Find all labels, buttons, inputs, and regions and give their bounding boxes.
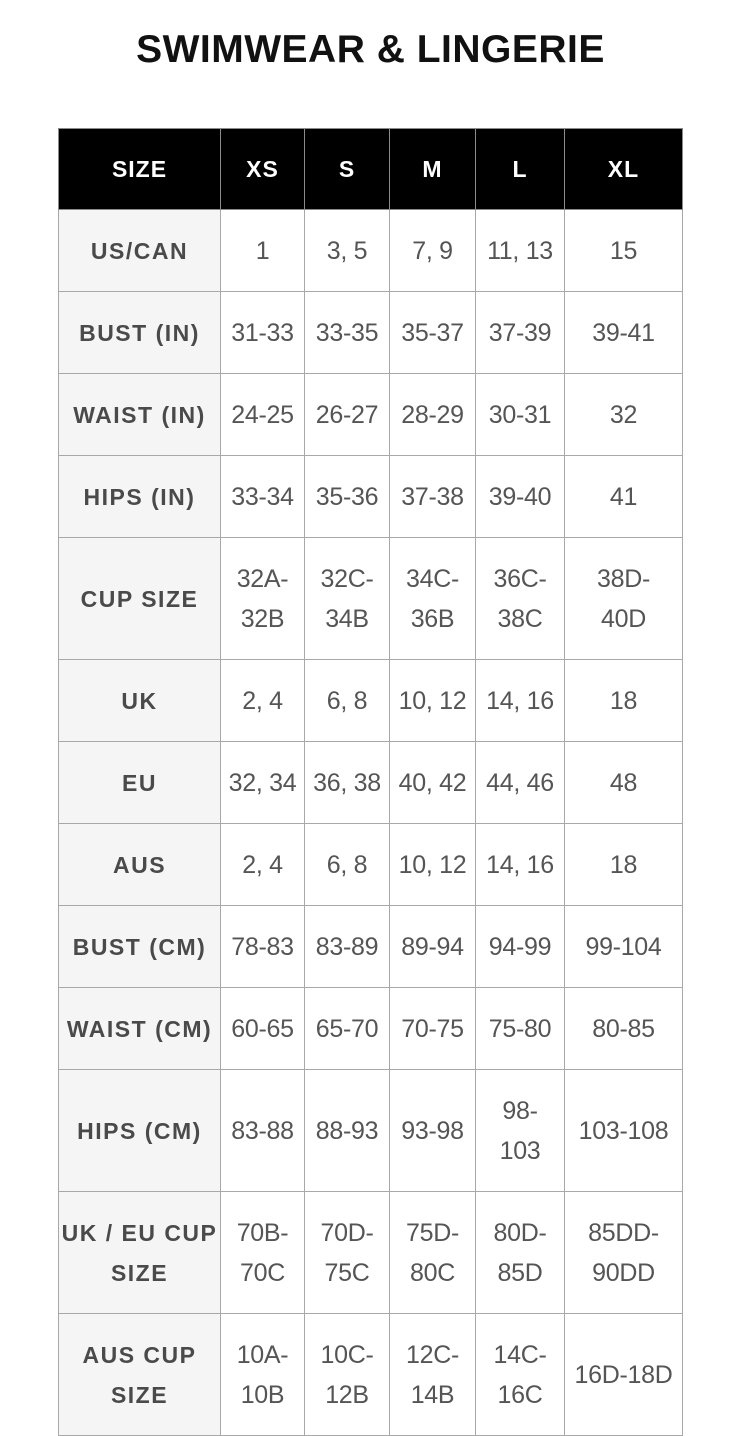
row-label: BUST (IN) (59, 292, 221, 374)
table-cell: 35-36 (305, 456, 390, 538)
table-cell: 18 (565, 660, 683, 742)
row-label: WAIST (CM) (59, 988, 221, 1070)
table-cell: 32A- 32B (221, 538, 305, 660)
table-cell: 88-93 (305, 1070, 390, 1192)
table-cell: 78-83 (221, 906, 305, 988)
table-header-row (59, 129, 683, 210)
table-cell: 93-98 (390, 1070, 476, 1192)
row-label: AUS (59, 824, 221, 906)
table-cell: 6, 8 (305, 824, 390, 906)
table-cell: 99-104 (565, 906, 683, 988)
table-cell: 28-29 (390, 374, 476, 456)
table-cell: 2, 4 (221, 660, 305, 742)
table-cell: 83-89 (305, 906, 390, 988)
table-cell: 12C- 14B (390, 1314, 476, 1436)
table-cell: 18 (565, 824, 683, 906)
table-cell: 98- 103 (476, 1070, 565, 1192)
table-cell: 70-75 (390, 988, 476, 1070)
table-row (59, 210, 683, 292)
size-chart-table (58, 128, 683, 1436)
table-cell: 39-40 (476, 456, 565, 538)
table-cell: 10A- 10B (221, 1314, 305, 1436)
table-cell: 10C- 12B (305, 1314, 390, 1436)
table-cell: 14C- 16C (476, 1314, 565, 1436)
table-cell: 33-35 (305, 292, 390, 374)
header-size-l: L (476, 129, 565, 210)
table-cell: 34C- 36B (390, 538, 476, 660)
row-label: HIPS (IN) (59, 456, 221, 538)
table-cell: 15 (565, 210, 683, 292)
table-cell: 80D- 85D (476, 1192, 565, 1314)
table-cell: 2, 4 (221, 824, 305, 906)
row-label: CUP SIZE (59, 538, 221, 660)
table-cell: 70D- 75C (305, 1192, 390, 1314)
table-cell: 32 (565, 374, 683, 456)
table-row (59, 988, 683, 1070)
table-cell: 3, 5 (305, 210, 390, 292)
table-row (59, 538, 683, 660)
page-title: SWIMWEAR & LINGERIE (136, 28, 605, 71)
table-cell: 103-108 (565, 1070, 683, 1192)
table-row (59, 1314, 683, 1436)
row-label: WAIST (IN) (59, 374, 221, 456)
table-row (59, 824, 683, 906)
header-size-xs: XS (221, 129, 305, 210)
table-cell: 41 (565, 456, 683, 538)
row-label: BUST (CM) (59, 906, 221, 988)
table-cell: 14, 16 (476, 660, 565, 742)
table-cell: 40, 42 (390, 742, 476, 824)
table-row (59, 742, 683, 824)
row-label: EU (59, 742, 221, 824)
table-cell: 26-27 (305, 374, 390, 456)
table-cell: 16D-18D (565, 1314, 683, 1436)
table-cell: 89-94 (390, 906, 476, 988)
row-label: US/CAN (59, 210, 221, 292)
table-cell: 1 (221, 210, 305, 292)
table-cell: 83-88 (221, 1070, 305, 1192)
table-cell: 48 (565, 742, 683, 824)
table-cell: 85DD- 90DD (565, 1192, 683, 1314)
table-cell: 32C- 34B (305, 538, 390, 660)
table-cell: 39-41 (565, 292, 683, 374)
table-cell: 10, 12 (390, 824, 476, 906)
header-size-s: S (305, 129, 390, 210)
table-cell: 80-85 (565, 988, 683, 1070)
row-label: UK (59, 660, 221, 742)
table-cell: 65-70 (305, 988, 390, 1070)
header-size-m: M (390, 129, 476, 210)
header-size-xl: XL (565, 129, 683, 210)
row-label: AUS CUP SIZE (59, 1314, 221, 1436)
table-cell: 36, 38 (305, 742, 390, 824)
table-row (59, 1070, 683, 1192)
table-row (59, 906, 683, 988)
table-cell: 11, 13 (476, 210, 565, 292)
table-cell: 75D- 80C (390, 1192, 476, 1314)
table-cell: 38D- 40D (565, 538, 683, 660)
table-cell: 32, 34 (221, 742, 305, 824)
table-cell: 70B- 70C (221, 1192, 305, 1314)
row-label: UK / EU CUP SIZE (59, 1192, 221, 1314)
table-row (59, 374, 683, 456)
header-size-label: SIZE (59, 129, 221, 210)
table-row (59, 660, 683, 742)
table-cell: 44, 46 (476, 742, 565, 824)
table-cell: 33-34 (221, 456, 305, 538)
table-cell: 60-65 (221, 988, 305, 1070)
table-row (59, 1192, 683, 1314)
table-cell: 37-38 (390, 456, 476, 538)
table-row (59, 456, 683, 538)
table-cell: 37-39 (476, 292, 565, 374)
table-row (59, 292, 683, 374)
table-cell: 94-99 (476, 906, 565, 988)
table-cell: 31-33 (221, 292, 305, 374)
table-cell: 36C- 38C (476, 538, 565, 660)
table-cell: 24-25 (221, 374, 305, 456)
row-label: HIPS (CM) (59, 1070, 221, 1192)
table-cell: 75-80 (476, 988, 565, 1070)
table-cell: 10, 12 (390, 660, 476, 742)
table-cell: 30-31 (476, 374, 565, 456)
table-cell: 6, 8 (305, 660, 390, 742)
table-cell: 35-37 (390, 292, 476, 374)
table-cell: 14, 16 (476, 824, 565, 906)
table-cell: 7, 9 (390, 210, 476, 292)
